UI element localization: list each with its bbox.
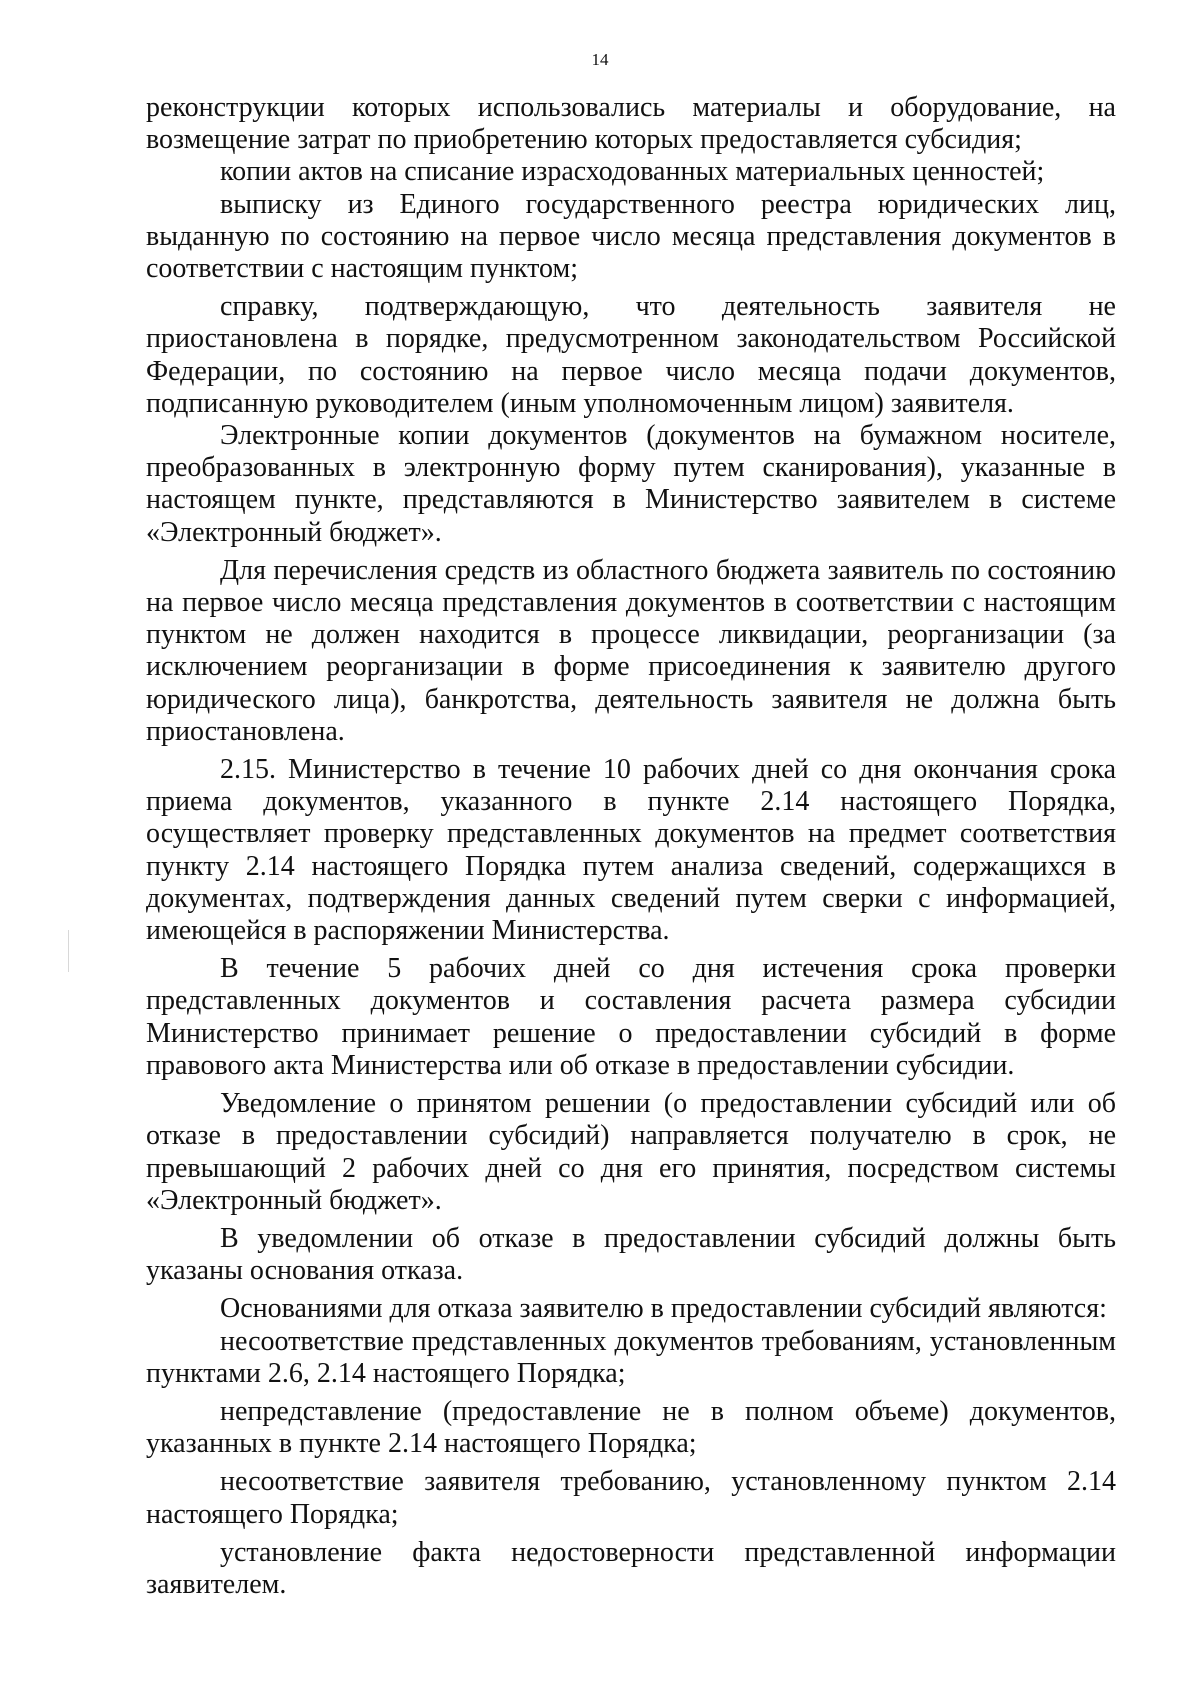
paragraph-1: реконструкции которых использовались материалы и оборудование, на возмещение затрат по приобретению которых предоставляется субсидия; — [146, 92, 1116, 156]
paragraph-3: выписку из Единого государственного реестра юридических лиц, выданную по состоянию на первое число месяца представления документов в соответствии с настоящим пунктом; — [146, 188, 1116, 285]
paragraph-5: Электронные копии документов (документов на бумажном носителе, преобразованных в электронную форму путем сканирования), указанные в настоящем пункте, представляются в Министерство заявителем в системе «Электронный бюджет». — [146, 420, 1116, 548]
paragraph-11: Основаниями для отказа заявителю в предоставлении субсидий являются: — [220, 1293, 1107, 1325]
paragraph-12: несоответствие представленных документов требованиям, установленным пунктами 2.6, 2.14 настоящего Порядка; — [146, 1325, 1116, 1389]
paragraph-2: копии актов на списание израсходованных материальных ценностей; — [220, 156, 1045, 188]
paragraph-7: 2.15. Министерство в течение 10 рабочих дней со дня окончания срока приема документов, указанного в пункте 2.14 настоящего Порядка, осуществляет проверку представленных документов на предмет соответствия пункту 2.14 настоящего Порядка путем анализа сведений, содержащихся в документах, подтверждения данных сведений путем сверки с информацией, имеющейся в распоряжении Министерства. — [146, 754, 1116, 947]
paragraph-9: Уведомление о принятом решении (о предоставлении субсидий или об отказе в предоставлении субсидий) направляется получателю в срок, не превышающий 2 рабочих дней со дня его принятия, посредством системы «Электронный бюджет». — [146, 1088, 1116, 1216]
paragraph-15: установление факта недостоверности представленной информации заявителем. — [146, 1536, 1116, 1600]
document-body — [146, 92, 1116, 1601]
paragraph-6: Для перечисления средств из областного бюджета заявитель по состоянию на первое число месяца представления документов в соответствии с настоящим пунктом не должен находится в процессе ликвидации, реорганизации (за исключением реорганизации в форме присоединения к заявителю другого юридического лица), банкротства, деятельность заявителя не должна быть приостановлена. — [146, 554, 1116, 747]
scan-artifact-mark — [68, 930, 69, 972]
paragraph-10: В уведомлении об отказе в предоставлении субсидий должны быть указаны основания отказа. — [146, 1222, 1116, 1287]
paragraph-8: В течение 5 рабочих дней со дня истечения срока проверки представленных документов и составления расчета размера субсидии Министерство принимает решение о предоставлении субсидий в форме правового акта Министерства или об отказе в предоставлении субсидии. — [146, 953, 1116, 1081]
paragraph-13: непредставление (предоставление не в полном объеме) документов, указанных в пункте 2.14 настоящего Порядка; — [146, 1395, 1116, 1460]
paragraph-4: справку, подтверждающую, что деятельность заявителя не приостановлена в порядке, предусмотренном законодательством Российской Федерации, по состоянию на первое число месяца подачи документов, подписанную руководителем (иным уполномоченным лицом) заявителя. — [146, 291, 1116, 419]
paragraph-14: несоответствие заявителя требованию, установленному пунктом 2.14 настоящего Порядка; — [146, 1466, 1116, 1530]
page-number: 14 — [591, 50, 609, 69]
